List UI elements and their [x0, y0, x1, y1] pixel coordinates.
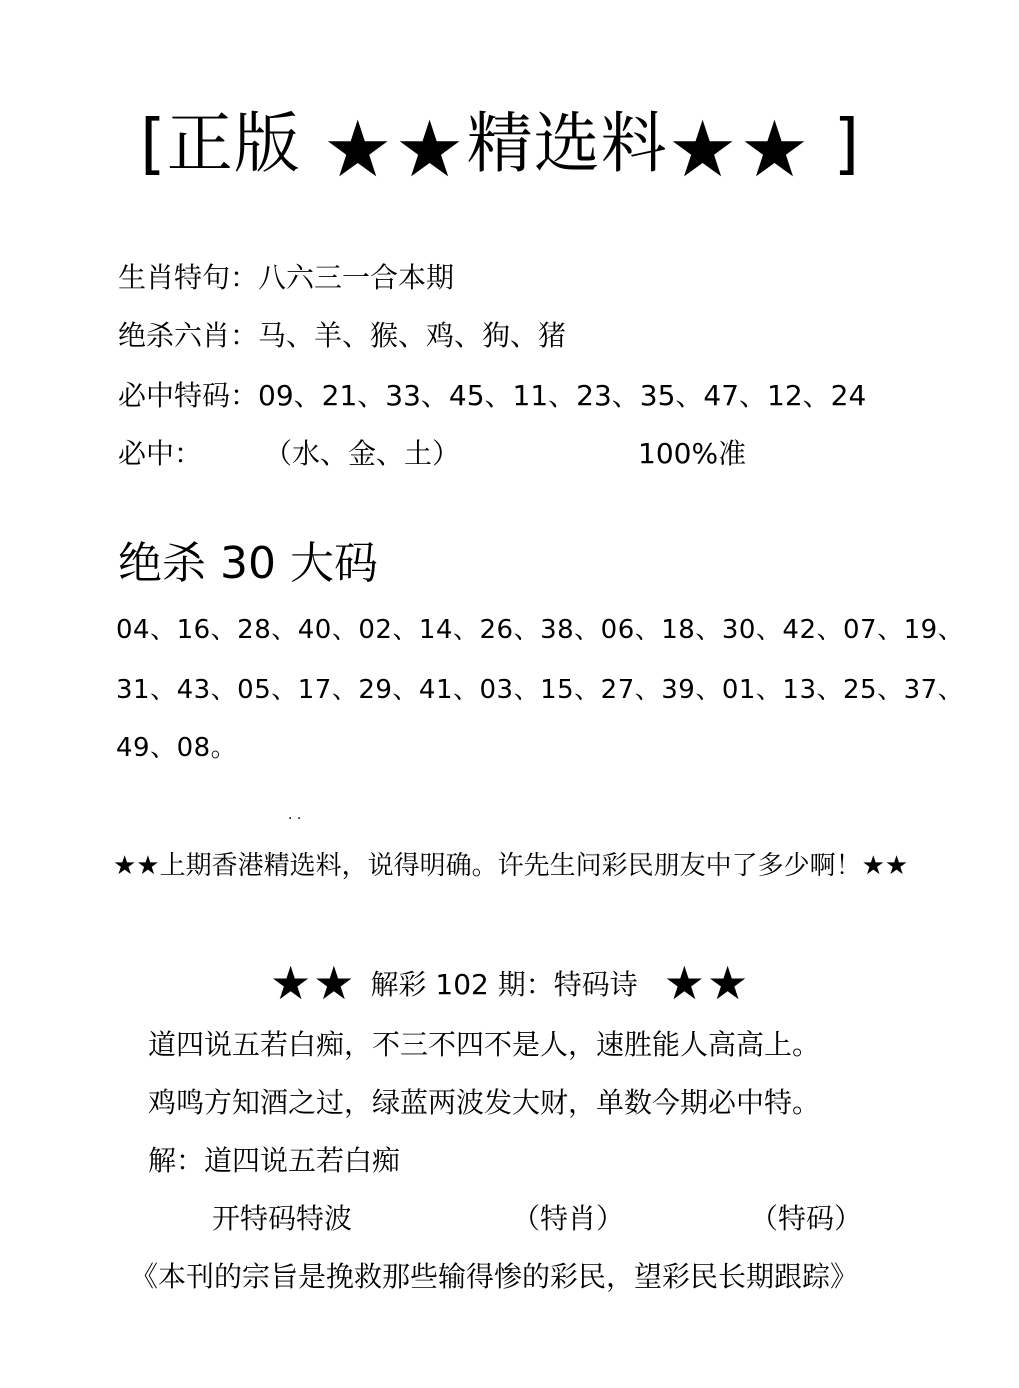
page-title	[140, 96, 860, 198]
title-stars-right: ★★	[667, 105, 812, 195]
must-elements: （水、金、土）	[264, 437, 461, 470]
kill-numbers-row-2: 31、43、05、17、29、41、03、15、27、39、01、13、25、37、	[116, 675, 965, 705]
kill-numbers-row-3: 49、08。	[116, 733, 238, 763]
kill-section-title: 绝杀 30 大码	[118, 538, 378, 589]
zodiac-phrase-line: 生肖特句：八六三一合本期	[118, 261, 455, 294]
kill-numbers-row-1: 04、16、28、40、02、14、26、38、06、18、30、42、07、19、	[116, 615, 965, 645]
publication-footer: 《本刊的宗旨是挽救那些输得惨的彩民，望彩民长期跟踪》	[130, 1260, 859, 1293]
must-label: 必中：	[118, 437, 203, 470]
poem-explanation: 解：道四说五若白痴	[148, 1144, 401, 1177]
poem-stars-right: ★★	[663, 956, 751, 1010]
title-stars-left: ★★	[322, 105, 467, 195]
poem-answer-line	[212, 1198, 862, 1240]
special-number-label: （特码）	[750, 1202, 863, 1235]
stray-dots: . .	[288, 807, 302, 823]
open-special-label: 开特码特波	[212, 1202, 353, 1235]
title-right-text: 精选料	[466, 105, 668, 182]
accuracy-text: 100%准	[638, 437, 747, 470]
title-left-text: 正版	[166, 105, 301, 182]
title-open-bracket: [	[140, 105, 167, 182]
poem-line-2: 鸡鸣方知酒之过，绿蓝两波发大财，单数今期必中特。	[148, 1086, 821, 1119]
poem-heading	[270, 958, 750, 1010]
kill-six-zodiac-line: 绝杀六肖：马、羊、猴、鸡、狗、猪	[118, 319, 567, 352]
title-close-bracket: ]	[833, 105, 861, 182]
must-elements-line	[118, 434, 746, 474]
poem-stars-left: ★★	[270, 956, 357, 1010]
poem-title-text: 解彩 102 期：特码诗	[370, 968, 638, 1001]
previous-issue-note: ★★上期香港精选料，说得明确。许先生问彩民朋友中了多少啊！★★	[113, 851, 909, 881]
special-zodiac-label: （特肖）	[512, 1202, 625, 1235]
must-numbers-line: 必中特码：09、21、33、45、11、23、35、47、12、24	[118, 379, 867, 412]
poem-line-1: 道四说五若白痴，不三不四不是人，速胜能人高高上。	[148, 1028, 821, 1061]
